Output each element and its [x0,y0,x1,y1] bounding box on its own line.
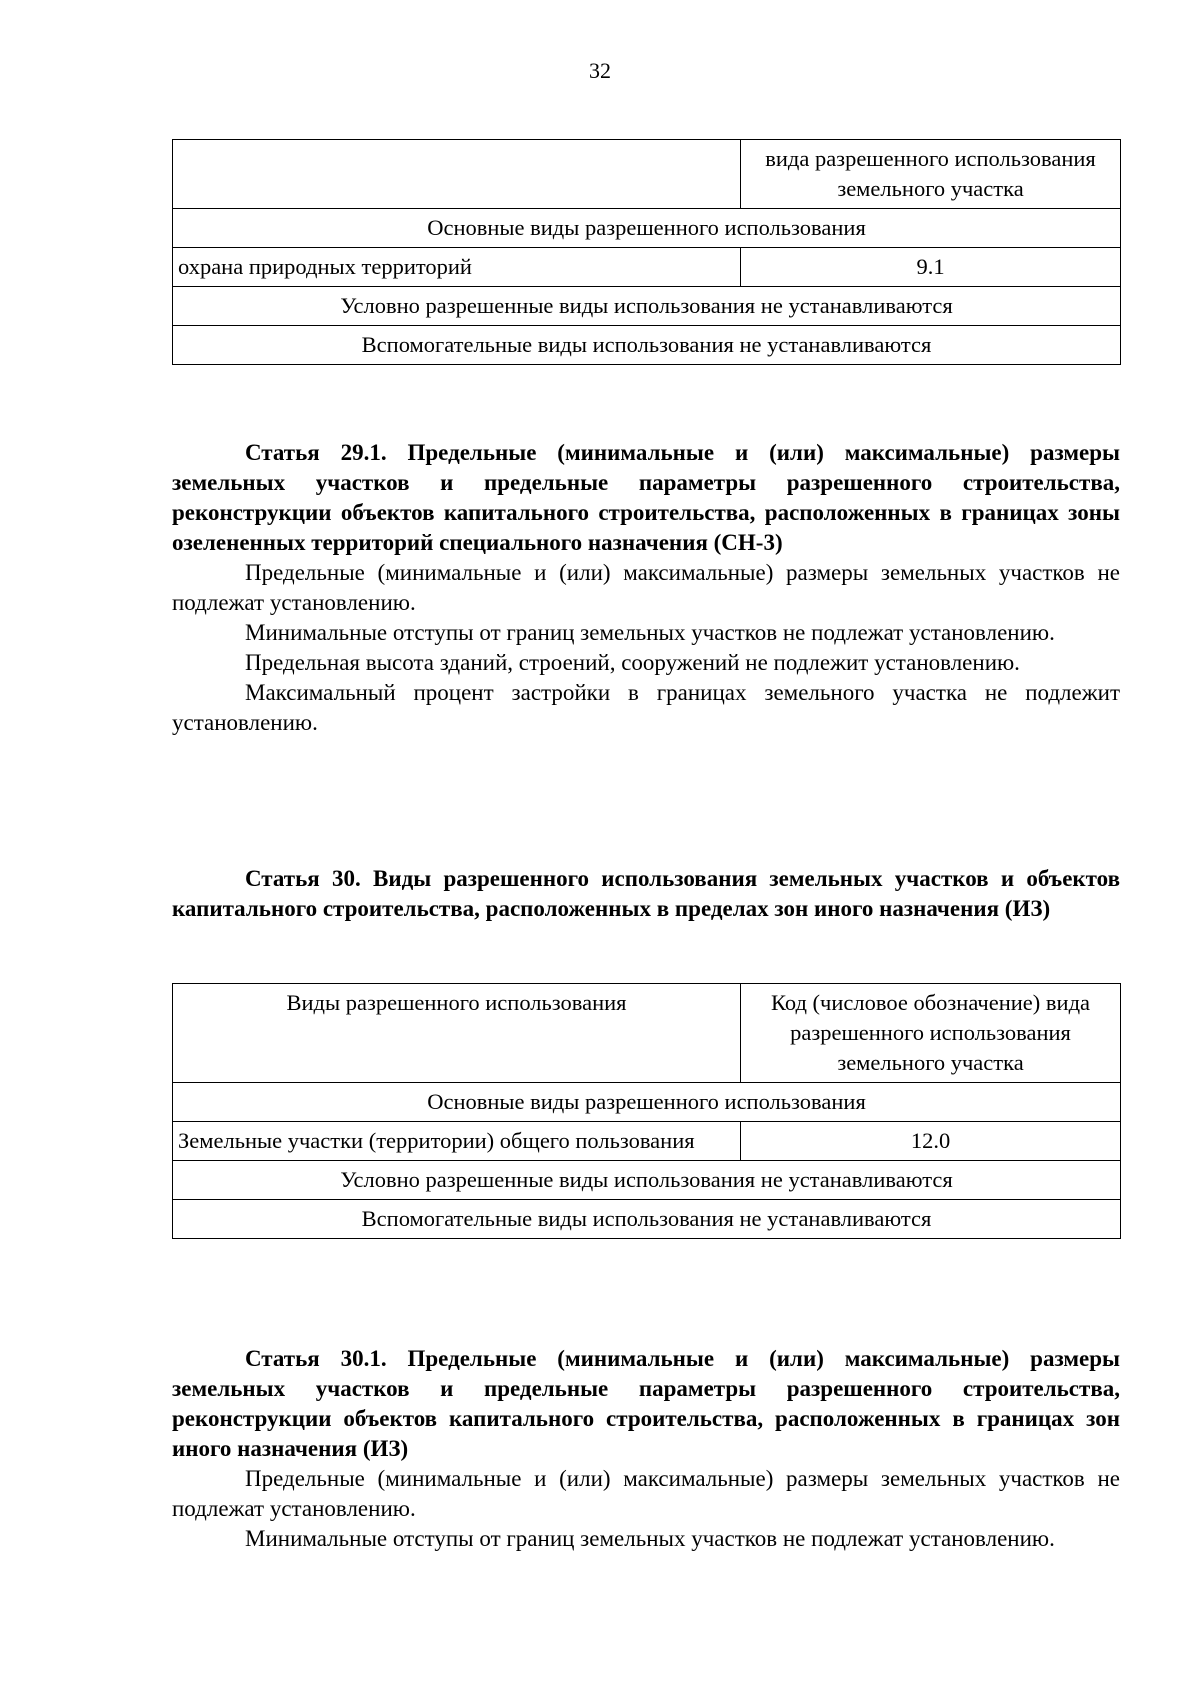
use-name-cell: охрана природных территорий [173,248,741,287]
article-paragraph: Минимальные отступы от границ земельных участков не подлежат установлению. [245,1526,1055,1551]
use-code-cell: 12.0 [741,1122,1121,1161]
table-section-row [173,287,1121,326]
table-section-row [173,326,1121,365]
article-heading: Статья 30.1. Предельные (минимальные и (или) максимальные) размеры земельных участков и предельные параметры разрешенного строительства, реконструкции объектов капитального строительства, расположенных в границах зон иного назначения (ИЗ) [172,1346,1120,1461]
header-name-cell: Виды разрешенного использования [173,984,741,1083]
conditional-uses-note: Условно разрешенные виды использования не устанавливаются [173,1161,1121,1200]
article-paragraph: Предельные (минимальные и (или) максимальные) размеры земельных участков не подлежат установлению. [172,560,1120,615]
article-paragraph: Максимальный процент застройки в границах земельного участка не подлежит установлению. [172,680,1120,735]
use-code-cell: 9.1 [741,248,1121,287]
article-heading: Статья 30. Виды разрешенного использования земельных участков и объектов капитального строительства, расположенных в пределах зон иного назначения (ИЗ) [172,866,1120,921]
article-heading: Статья 29.1. Предельные (минимальные и (или) максимальные) размеры земельных участков и предельные параметры разрешенного строительства, реконструкции объектов капитального строительства, расположенных в границах зоны озелененных территорий специального назначения (СН-3) [172,440,1120,555]
land-use-table-sn3 [172,139,1121,365]
table-section-row [173,209,1121,248]
table-section-row [173,1083,1121,1122]
auxiliary-uses-note: Вспомогательные виды использования не устанавливаются [173,1200,1121,1239]
article-paragraph: Минимальные отступы от границ земельных участков не подлежат установлению. [245,620,1055,645]
main-uses-heading: Основные виды разрешенного использования [173,1083,1121,1122]
main-uses-heading: Основные виды разрешенного использования [173,209,1121,248]
auxiliary-uses-note: Вспомогательные виды использования не устанавливаются [173,326,1121,365]
table-header-row [173,984,1121,1083]
page-number: 32 [589,58,611,83]
table-row [173,248,1121,287]
table-header-row [173,140,1121,209]
conditional-uses-note: Условно разрешенные виды использования не устанавливаются [173,287,1121,326]
article-30 [172,864,1120,924]
table-section-row [173,1161,1121,1200]
table-row [173,1122,1121,1161]
header-name-cell [173,140,741,209]
article-paragraph: Предельная высота зданий, строений, сооружений не подлежит установлению. [245,650,1020,675]
table-section-row [173,1200,1121,1239]
article-paragraph: Предельные (минимальные и (или) максимальные) размеры земельных участков не подлежат установлению. [172,1466,1120,1521]
land-use-table-iz [172,983,1121,1239]
header-code-cell: вида разрешенного использования земельного участка [741,140,1121,209]
header-code-cell: Код (числовое обозначение) вида разрешенного использования земельного участка [741,984,1121,1083]
use-name-cell: Земельные участки (территории) общего пользования [173,1122,741,1161]
article-29-1 [172,438,1120,738]
article-30-1 [172,1344,1120,1554]
